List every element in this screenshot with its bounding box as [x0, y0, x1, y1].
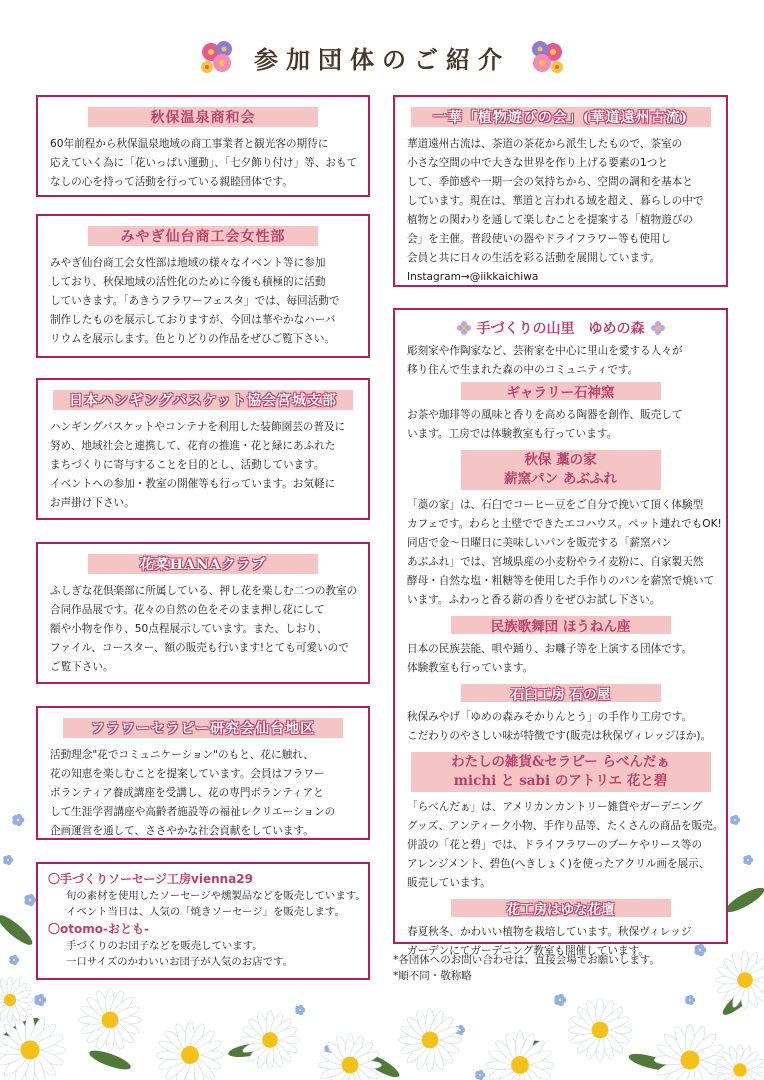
text-line: アレンジメント、碧色(へきしょく)を使ったアクリル画を展示、 [407, 858, 710, 870]
daisy-icon [319, 1034, 382, 1080]
daisy-icon [486, 1031, 553, 1080]
org-title-band [53, 390, 353, 410]
forget-me-not-icon [24, 894, 36, 906]
org-box-ikka [393, 95, 728, 287]
daisy-icon [715, 1045, 764, 1080]
text-line: リウムを展示します。色とりどりの作品をぜひご覧下さい。 [50, 333, 336, 345]
flower-bouquet-icon [198, 37, 238, 77]
forget-me-not-icon [3, 855, 13, 865]
text-line: イベントへの参加・教室の開催等も行っています。お気軽に [50, 478, 336, 490]
text-line: 彫刻家や作陶家など、芸術家を中心に里山を愛する人々が [407, 345, 683, 357]
section-description [407, 640, 714, 678]
text-line: 企画運営を通して、ささやかな社会貢献をしています。 [50, 825, 314, 837]
text-line: 会員と共に日々の生活を彩る活動を展開しています。 [407, 252, 661, 264]
text-line: ご覧下さい。 [50, 661, 114, 673]
text-line: 体験教室も行っています。 [407, 662, 534, 674]
daisy-icon [0, 977, 33, 1023]
leaf-icon [627, 1051, 673, 1074]
forget-me-not-icon [475, 1070, 485, 1080]
forget-me-not-icon [605, 1035, 615, 1045]
text-line: 合同作品展です。花々の自然の色をそのまま押し花にして [50, 604, 325, 616]
forget-me-not-icon [9, 955, 19, 965]
instagram-handle: Instagram→@iikkaichiwa [407, 271, 539, 283]
community-title: 手づくりの山里 ゆめの森 [476, 321, 645, 337]
forget-me-not-icon [743, 855, 753, 865]
org-title-band [63, 718, 343, 738]
text-line: います。工房では体験教室も行っています。 [407, 428, 618, 440]
section-description [407, 406, 714, 444]
section-title: 秋保 藁の家 [524, 452, 597, 468]
text-line: ガーデンにてガーデニング教室も開催しています。 [407, 945, 649, 957]
daisy-icon [654, 1024, 725, 1080]
footnote: *各団体へのお問い合わせは、直接会場でお願いします。 [393, 954, 660, 966]
text-line: 秋保みやげ「ゆめの森みそかりんとう」の手作り工房です。 [407, 711, 693, 723]
text-line: 酵母・自然な塩・粗糖等を使用した手作りのパンを薪窯で焼いて [407, 575, 715, 587]
flower-icon [651, 321, 665, 335]
text-line: 額や小物を作り、50点程展示しています。また、しおり、 [50, 623, 328, 635]
text-line: 60年前程から秋保温泉地域の商工事業者と観光客の期待に [50, 138, 329, 150]
text-line: ファイル、コースター、額の販売も行います!とても可愛いので [50, 642, 349, 654]
section-title-band [451, 899, 671, 917]
page-title: 参加団体のご紹介 [254, 44, 510, 74]
vendor-name: 〇otomo-おとも- [48, 922, 149, 936]
leaf-icon [497, 1037, 542, 1063]
text-line: 花の知恵を楽しむことを提案しています。会員はフラワー [50, 768, 325, 780]
text-line: 併設の「花と碧」では、ドライフラワーのブーケやリース等の [407, 839, 703, 851]
org-box-yume-no-mori [393, 308, 728, 957]
text-line: カフェです。わらと土壁でできたエコハウス。ペット連れでもOK! [407, 518, 722, 530]
section-title-band [411, 752, 711, 792]
org-box-miyagi-sendai-women [36, 214, 370, 358]
text-line: 小さな空間の中で大きな世界を作り上げる要素の1つと [407, 157, 668, 169]
text-line: 旬の素材を使用したソーセージや燻製品などを販売しています。 [66, 890, 366, 902]
text-line: して、季節感や一期一会の気持ちから、空間の調和を基本と [407, 176, 693, 188]
forget-me-not-icon [34, 994, 46, 1006]
text-line: 植物との関わりを通して楽しむことを提案する「植物遊びの [407, 214, 694, 226]
org-description [50, 582, 356, 677]
forget-me-not-icon [730, 815, 740, 825]
text-line: 同店で金～日曜日に美味しいパンを販売する「薪窯パン [407, 537, 672, 549]
text-line: 努め、地域社会と連携して、花育の推進・花と緑にあふれた [50, 440, 336, 452]
text-line: こだわりのやさしい味が特徴です(販売は秋保ヴィレッジほか)。 [407, 730, 712, 742]
text-line: 一口サイズのかわいいお団子が人気のお店です。 [66, 956, 293, 968]
footnote: *順不同・敬称略 [393, 970, 472, 982]
daisy-icon [0, 1014, 66, 1080]
text-line: しており、秋保地域の活性化のために今後も積極的に活動 [50, 276, 326, 288]
leaf-icon [87, 1047, 132, 1073]
section-title: 石臼工房 石の屋 [510, 687, 611, 703]
text-line: なしの心を持って活動を行っている親睦団体です。 [50, 176, 293, 188]
text-line: 春夏秋冬、かわいい植物を栽培しています。秋保ヴィレッジ [407, 926, 692, 938]
org-box-hana-club [36, 542, 370, 684]
forget-me-not-icon [295, 1005, 305, 1015]
org-box-akiu-onsen [36, 95, 370, 197]
org-title: 日本ハンギングバスケット協会宮城支部 [68, 393, 338, 409]
leaf-icon [227, 1040, 272, 1059]
forget-me-not-icon [685, 995, 695, 1005]
section-title: ギャラリー石神窯 [506, 385, 615, 401]
text-line: 会」を主催。普段使いの器やドライフラワー等も使用し [407, 233, 671, 245]
flower-icon [457, 321, 471, 335]
text-line: います。ふわっと香る薪の香りをぜひお試し下さい。 [407, 594, 661, 606]
org-title-band [88, 554, 318, 574]
forget-me-not-icon [324, 1044, 336, 1056]
section-title: 民族歌舞団 ほうねん座 [490, 619, 631, 635]
org-title-band [411, 107, 711, 127]
section-title: 薪窯パン あぶふれ [504, 471, 617, 487]
leaf-icon [0, 911, 36, 948]
text-line: 手づくりのお団子などを販売しています。 [66, 940, 263, 952]
org-description [50, 746, 356, 841]
org-title: 花菜HANAクラブ [139, 557, 267, 573]
section-description [407, 798, 724, 893]
text-line: 活動理念"花でコミュニケーション"のもと、花に触れ、 [50, 749, 314, 761]
section-title-band [461, 382, 661, 400]
section-title-band [461, 684, 661, 702]
community-intro [407, 342, 714, 380]
section-title-band [451, 616, 671, 634]
text-line: お茶や珈琲等の風味と香りを高める陶器を創作、販売して [407, 409, 683, 421]
org-title: 一華「植物遊びの会」(華道遠州古流) [432, 110, 689, 126]
section-description [407, 496, 722, 610]
text-line: 日本の民族芸能、唄や踊り、お囃子等を上演する団体です。 [407, 643, 693, 655]
text-line: 華道遠州古流は、茶道の茶花から派生したもので、茶室の [407, 138, 683, 150]
text-line: 「藁の家」は、石臼でコーヒー豆をご自分で挽いて頂く体験型 [407, 499, 704, 511]
org-box-flower-therapy [36, 706, 370, 840]
leaf-icon [719, 981, 760, 1018]
daisy-icon [79, 989, 142, 1052]
text-line: して生涯学習講座や高齢者施設等の福祉レクリエーションの [50, 806, 336, 818]
footnotes [393, 952, 660, 984]
daisy-icon [569, 999, 632, 1062]
text-line: 移り住んで生まれた森の中のコミュニティです。 [407, 364, 639, 376]
daisy-icon [156, 1021, 223, 1080]
text-line: まちづくりに寄与することを目的とし、活動しています。 [50, 459, 325, 471]
text-line: 「らべんだぁ」は、アメリカンカントリー雑貨やガーデニング [407, 801, 703, 813]
text-line: グッズ、アンティーク小物、手作り品等、たくさんの商品を販売。 [407, 820, 724, 832]
vendor-box [36, 862, 370, 980]
daisy-icon [241, 1011, 300, 1070]
text-line: 制作したものを展示しておりますが、今回は華やかなハーバ [50, 314, 336, 326]
text-line: ハンギングバスケットやコンテナを利用した装飾園芸の普及に [50, 421, 346, 433]
page-header [0, 32, 764, 82]
text-line: ふしぎな花倶楽部に所属している、押し花を楽しむ二つの教室の [50, 585, 358, 597]
text-line: あぶふれ」では、宮城県産の小麦粉やライ麦粉に、自家製天然 [407, 556, 704, 568]
section-title-band [461, 450, 661, 490]
text-line: お声掛け下さい。 [50, 497, 135, 509]
text-line: 販売しています。 [407, 877, 491, 889]
org-title-band [88, 107, 318, 127]
forget-me-not-icon [554, 994, 566, 1006]
leaf-icon [0, 1014, 42, 1046]
leaf-icon [723, 884, 764, 916]
flower-bouquet-icon [526, 37, 566, 77]
org-description [50, 418, 356, 513]
text-line: しています。現在は、華道と言われる域を超え、暮らしの中で [407, 195, 704, 207]
section-title: michi と sabi のアトリエ 花と碧 [453, 773, 668, 789]
vendor-name: 〇手づくりソーセージ工房vienna29 [48, 872, 253, 886]
org-description [407, 135, 714, 287]
org-description [50, 254, 356, 349]
leaf-icon [358, 1049, 402, 1080]
org-box-hanging-basket [36, 378, 370, 520]
daisy-icon [399, 1009, 462, 1072]
org-title: フラワーセラピー研究会仙台地区 [90, 721, 316, 737]
daisy-icon [716, 951, 764, 1010]
text-line: 応えていく為に「花いっぱい運動」、「七夕飾り付け」等、おもて [50, 157, 358, 169]
forget-me-not-icon [455, 1025, 465, 1035]
org-title-band [88, 226, 318, 246]
text-line: ボランティア養成講座を受講し、花の専門ボランティアと [50, 787, 324, 799]
section-title: 花工房はゆな花壇 [506, 902, 615, 918]
org-title: みやぎ仙台商工会女性部 [120, 229, 286, 245]
text-line: していきます。「あきうフラワーフェスタ」では、毎回活動で [50, 295, 340, 307]
section-description [407, 708, 714, 746]
text-line: みやぎ仙台商工会女性部は地域の様々なイベント等に参加 [50, 257, 326, 269]
section-title: わたしの雑貨&セラピー らべんだぁ [451, 754, 670, 770]
text-line: イベント当日は、人気の「焼きソーセージ」を販売します。 [66, 906, 345, 918]
community-heading [407, 318, 714, 338]
org-title: 秋保温泉商和会 [150, 110, 256, 126]
forget-me-not-icon [12, 814, 24, 826]
org-description [50, 135, 356, 192]
